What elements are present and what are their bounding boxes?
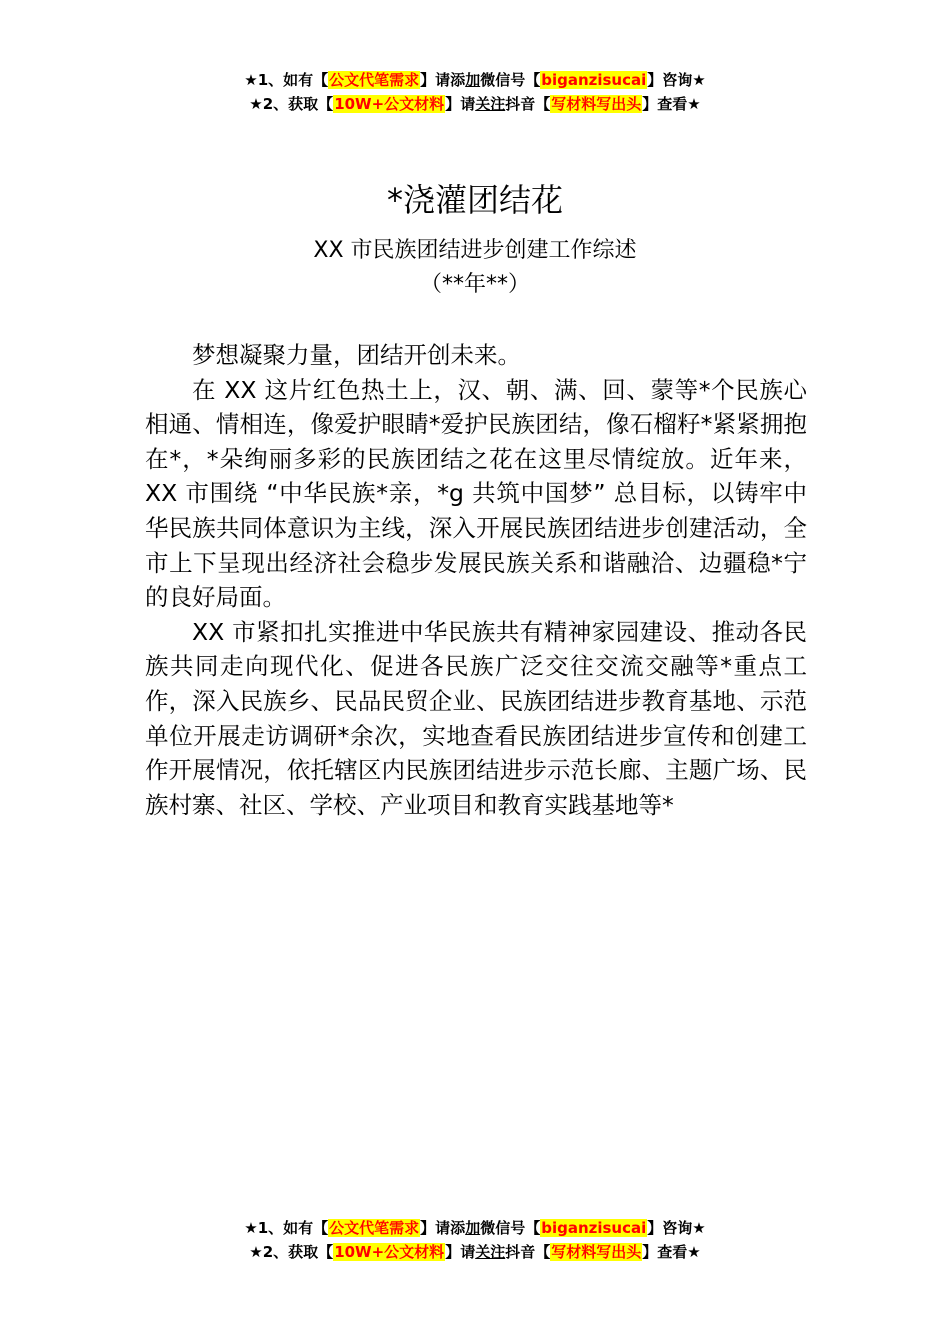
highlight-wechat-id: biganzisucai (541, 71, 647, 89)
banner-text: 】请添 (420, 71, 466, 89)
highlight-ghostwriting-service: 公文代笔需求 (329, 71, 420, 89)
banner-text: 】请 (445, 95, 476, 113)
banner-text: ★1、如有【 (244, 71, 329, 89)
highlight-materials: 10W+公文材料 (334, 95, 445, 113)
banner-underlined-text: 加 (465, 1219, 481, 1237)
banner-text: ★2、获取【 (249, 95, 334, 113)
document-title: *浇灌团结花 (386, 181, 563, 219)
body-paragraph: 梦想凝聚力量，团结开创未来。 (192, 341, 521, 369)
banner-text: 】查看★ (642, 1243, 701, 1261)
footer-banner-line-1 (0, 1216, 950, 1240)
highlight-materials: 10W+公文材料 (334, 1243, 445, 1261)
banner-text: 抖音【 (505, 1243, 551, 1261)
banner-text: 抖音【 (505, 95, 551, 113)
banner-text: 】查看★ (642, 95, 701, 113)
banner-text: ★2、获取【 (249, 1243, 334, 1261)
header-banner-line-2 (0, 92, 950, 116)
document-subtitle: XX 市民族团结进步创建工作综述 (313, 238, 637, 263)
banner-text: 】咨询★ (647, 1219, 706, 1237)
header-banner (0, 68, 950, 116)
header-banner-line-1 (0, 68, 950, 92)
banner-text: ★1、如有【 (244, 1219, 329, 1237)
banner-text: 】请 (445, 1243, 476, 1261)
banner-underlined-text: 关注 (475, 95, 506, 113)
highlight-douyin-account: 写材料写出头 (551, 95, 642, 113)
highlight-wechat-id: biganzisucai (541, 1219, 647, 1237)
banner-underlined-text: 加 (465, 71, 481, 89)
footer-banner (0, 1216, 950, 1264)
document-body (145, 338, 807, 822)
body-paragraph: XX 市紧扣扎实推进中华民族共有精神家园建设、推动各民族共同走向现代化、促进各民族广泛交往交流交融等*重点工作，深入民族乡、民品民贸企业、民族团结进步教育基地、示范单位开展走访调研*余次，实地查看民族团结进步宣传和创建工作开展情况，依托辖区内民族团结进步示范长廊、主题广场、民族村寨、社区、学校、产业项目和教育实践基地等* (145, 617, 807, 819)
banner-underlined-text: 关注 (475, 1243, 506, 1261)
banner-text: 微信号【 (480, 71, 541, 89)
banner-text: 】咨询★ (647, 71, 706, 89)
document-date: （**年**） (419, 272, 530, 297)
banner-text: 微信号【 (480, 1219, 541, 1237)
highlight-ghostwriting-service: 公文代笔需求 (329, 1219, 420, 1237)
body-paragraph: 在 XX 这片红色热土上，汉、朝、满、回、蒙等*个民族心相通、情相连，像爱护眼睛*爱护民族团结，像石榴籽*紧紧拥抱在*，*朵绚丽多彩的民族团结之花在这里尽情绽放。近年来，XX 市围绕 “中华民族*亲，*g 共筑中国梦” 总目标，以铸牢中华民族共同体意识为主线，深入开展民族团结进步创建活动，全市上下呈现出经济社会稳步发展民族关系和谐融洽、边疆稳*宁的良好局面。 (145, 375, 807, 612)
footer-banner-line-2 (0, 1240, 950, 1264)
highlight-douyin-account: 写材料写出头 (551, 1243, 642, 1261)
banner-text: 】请添 (420, 1219, 466, 1237)
